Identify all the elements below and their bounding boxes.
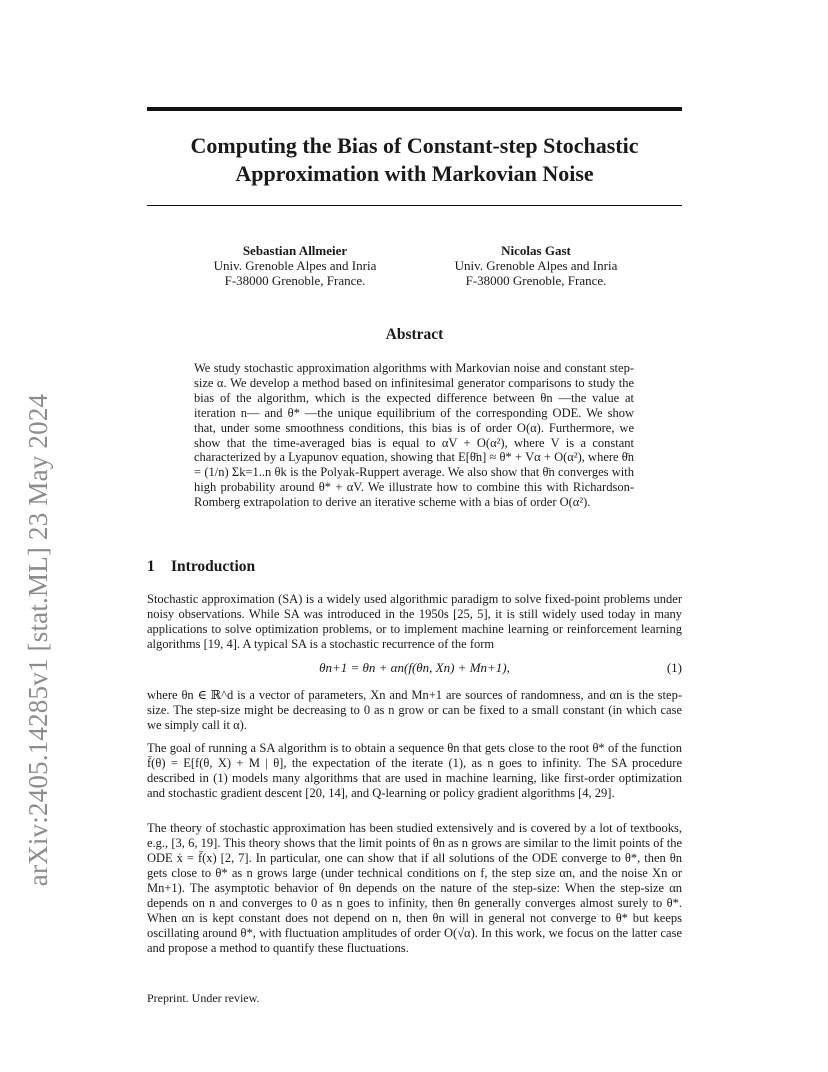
title-rule-top [147,107,682,111]
author-block [195,243,395,288]
author-name: Nicolas Gast [501,243,571,258]
abstract-text: We study stochastic approximation algorithms with Markovian noise and constant step-size α. We develop a method based on infinitesimal generator comparisons to study the bias of the algorithm, which is the expected difference between θn —the value at iteration n— and θ* —the unique equilibrium of the corresponding ODE. We show that, under some smoothness conditions, this bias is of order O(α). Furthermore, we show that the time-averaged bias is equal to αV + O(α²), where V is a constant characterized by a Lyapunov equation, showing that E[θ̄n] ≈ θ* + Vα + O(α²), where θ̄n = (1/n) Σk=1..n θk is the Polyak-Ruppert average. We also show that θ̄n converges with high probability around θ* + αV. We illustrate how to combine this with Richardson-Romberg extrapolation to derive an iterative scheme with a bias of order O(α²). [194,361,634,510]
paragraph: Stochastic approximation (SA) is a widely used algorithmic paradigm to solve fixed-point problems under noisy observations. While SA was introduced in the 1950s [25, 5], it is still widely used today in many applications to solve optimization problems, or to implement machine learning or reinforcement learning algorithms [19, 4]. A typical SA is a stochastic recurrence of the form [147,592,682,651]
author-name: Sebastian Allmeier [242,243,348,258]
title-rule-bottom [147,205,682,206]
paper-title: Computing the Bias of Constant-step Stochastic Approximation with Markovian Noise [190,133,639,186]
equation-body: θn+1 = θn + αn(f(θn, Xn) + Mn+1), [319,660,510,675]
paragraph: The goal of running a SA algorithm is to obtain a sequence θn that gets close to the root θ* of the function f̄(θ) = E[f(θ, X) + M | θ], the expectation of the iterate (1), as n goes to infinity. The SA procedure described in (1) models many algorithms that are used in machine learning, like first-order optimization and stochastic gradient descent [20, 14], and Q-learning or policy gradient algorithms [4, 29]. [147,741,682,800]
author-address: F-38000 Grenoble, France. [465,273,607,288]
author-affiliation: Univ. Grenoble Alpes and Inria [454,258,618,273]
author-affiliation: Univ. Grenoble Alpes and Inria [213,258,377,273]
section-heading [147,558,255,576]
section-title: Introduction [171,558,256,575]
abstract-heading: Abstract [385,326,444,343]
section-number: 1 [147,558,155,575]
author-block [436,243,636,288]
author-address: F-38000 Grenoble, France. [224,273,366,288]
paragraph: The theory of stochastic approximation has been studied extensively and is covered by a lot of textbooks, e.g., [3, 6, 19]. This theory shows that the limit points of θn as n grows are similar to the limit points of the ODE ẋ = f̄(x) [2, 7]. In particular, one can show that if all solutions of the ODE converge to θ*, then θn gets close to θ* as n grows large (under technical conditions on f, the step size αn, and the noise Xn or Mn+1). The asymptotic behavior of θn depends on the nature of the step-size: When the step-size αn depends on n and converges to 0 as n goes to infinity, then θn generally converges almost surely to θ*. When αn is kept constant does not depend on n, then θn will in general not converge to θ* but keeps oscillating around θ*, with fluctuation amplitudes of order O(√α). In this work, we focus on the latter case and propose a method to quantify these fluctuations. [147,821,682,955]
equation-number: (1) [666,660,682,675]
equation-1 [147,660,682,678]
paragraph: where θn ∈ ℝ^d is a vector of parameters, Xn and Mn+1 are sources of randomness, and αn is the step-size. The step-size might be decreasing to 0 as n grow or can be fixed to a small constant (in which case we simply call it α). [147,688,682,732]
footer-note: Preprint. Under review. [147,991,260,1005]
